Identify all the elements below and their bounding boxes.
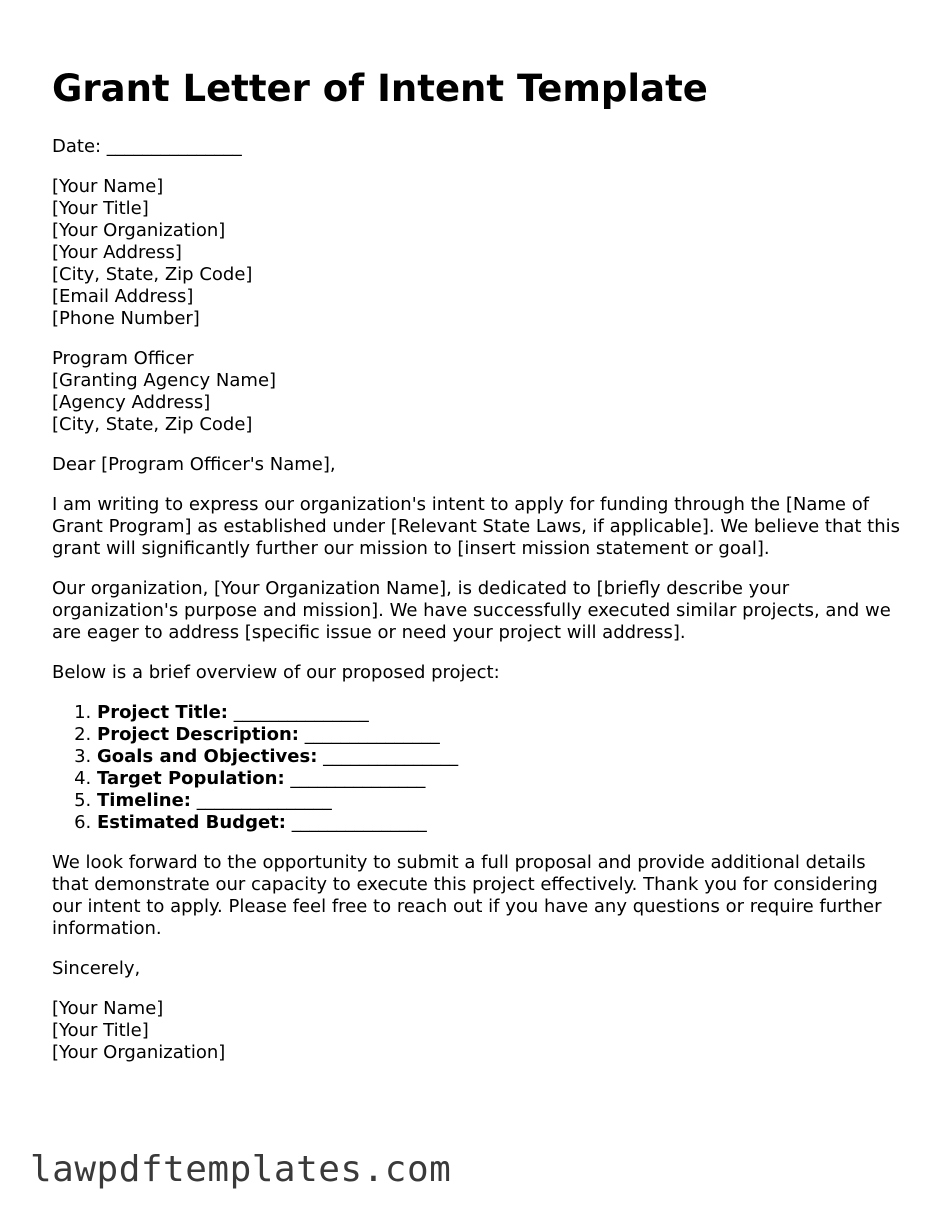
list-item-blank: _______________ bbox=[323, 746, 459, 767]
list-item-label: Project Title: bbox=[97, 702, 228, 723]
list-item-label: Timeline: bbox=[97, 790, 191, 811]
list-item bbox=[97, 724, 902, 746]
signature-line: [Your Title] bbox=[52, 1020, 149, 1041]
sender-line: [Your Name] bbox=[52, 176, 164, 197]
recipient-line: [Agency Address] bbox=[52, 392, 211, 413]
signature-line: [Your Organization] bbox=[52, 1042, 226, 1063]
sender-line: [Email Address] bbox=[52, 286, 194, 307]
closing-paragraph: We look forward to the opportunity to submit a full proposal and provide additional details that demonstrate our capacity to execute this project effectively. Thank you for considering our intent to apply. Please feel free to reach out if you have any questions or require further information. bbox=[52, 852, 882, 939]
list-item-label: Project Description: bbox=[97, 724, 299, 745]
salutation: Dear [Program Officer's Name], bbox=[52, 454, 336, 475]
list-item-blank: _______________ bbox=[196, 790, 332, 811]
sender-line: [Phone Number] bbox=[52, 308, 200, 329]
sender-line: [Your Organization] bbox=[52, 220, 226, 241]
project-overview-list bbox=[52, 702, 902, 834]
list-item-blank: _______________ bbox=[290, 768, 426, 789]
overview-intro: Below is a brief overview of our proposed project: bbox=[52, 662, 500, 683]
watermark-brand: lawpdftemplates.com bbox=[30, 1149, 452, 1190]
organization-paragraph: Our organization, [Your Organization Name], is dedicated to [briefly describe your organization's purpose and mission]. We have successfully executed similar projects, and we are eager to address [specific issue or need your project will address]. bbox=[52, 578, 891, 643]
sender-line: [Your Title] bbox=[52, 198, 149, 219]
sender-line: [Your Address] bbox=[52, 242, 182, 263]
list-item-label: Estimated Budget: bbox=[97, 812, 286, 833]
list-item bbox=[97, 790, 902, 812]
letter-body bbox=[52, 136, 902, 1064]
list-item-label: Goals and Objectives: bbox=[97, 746, 318, 767]
date-line: Date: _______________ bbox=[52, 136, 242, 157]
sign-off: Sincerely, bbox=[52, 958, 141, 979]
recipient-line: Program Officer bbox=[52, 348, 194, 369]
sender-line: [City, State, Zip Code] bbox=[52, 264, 253, 285]
recipient-line: [City, State, Zip Code] bbox=[52, 414, 253, 435]
list-item-blank: _______________ bbox=[304, 724, 440, 745]
signature-line: [Your Name] bbox=[52, 998, 164, 1019]
list-item bbox=[97, 702, 902, 724]
list-item-blank: _______________ bbox=[233, 702, 369, 723]
list-item-label: Target Population: bbox=[97, 768, 285, 789]
signature-block bbox=[52, 998, 902, 1064]
list-item bbox=[97, 768, 902, 790]
intent-paragraph: I am writing to express our organization's intent to apply for funding through the [Name of Grant Program] as established under [Relevant State Laws, if applicable]. We believe that this grant will significantly further our mission to [insert mission statement or goal]. bbox=[52, 494, 901, 559]
list-item-blank: _______________ bbox=[291, 812, 427, 833]
list-item bbox=[97, 746, 902, 768]
document-title: Grant Letter of Intent Template bbox=[52, 67, 708, 110]
recipient-line: [Granting Agency Name] bbox=[52, 370, 277, 391]
list-item bbox=[97, 812, 902, 834]
